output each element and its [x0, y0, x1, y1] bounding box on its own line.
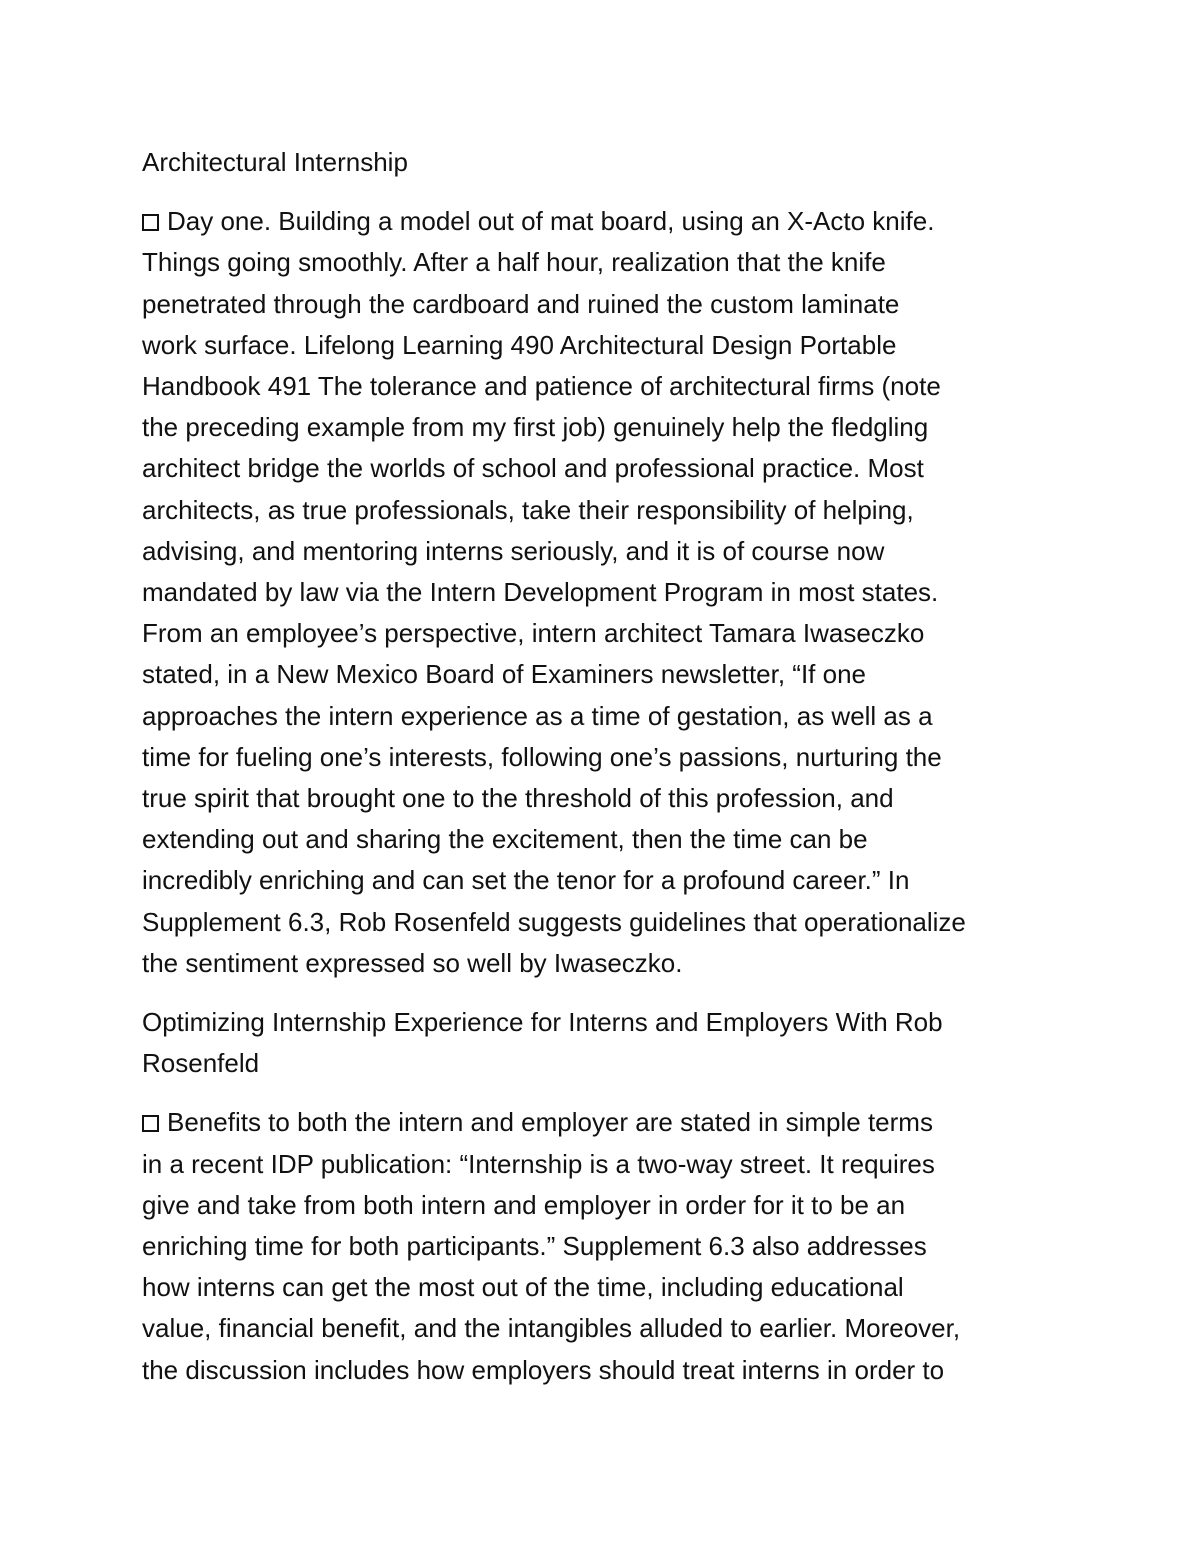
paragraph-line: the discussion includes how employers should treat interns in order to	[142, 1354, 945, 1385]
paragraph-line: true spirit that brought one to the threshold of this profession, and	[142, 783, 894, 814]
paragraph-line: Supplement 6.3, Rob Rosenfeld suggests guidelines that operationalize	[142, 906, 966, 937]
paragraph-line: advising, and mentoring interns seriously, and it is of course now	[142, 535, 885, 566]
document-title: Architectural Internship	[142, 147, 408, 177]
paragraph-line-text: Benefits to both the intern and employer are stated in simple terms	[167, 1107, 933, 1138]
paragraph-line: the preceding example from my first job) genuinely help the fledgling	[142, 412, 929, 443]
subheading-line: Rosenfeld	[142, 1048, 260, 1079]
paragraph-line: stated, in a New Mexico Board of Examiners newsletter, “If one	[142, 659, 867, 690]
paragraph-line: Things going smoothly. After a half hour, realization that the knife	[142, 247, 886, 278]
paragraph-line: in a recent IDP publication: “Internship is a two-way street. It requires	[142, 1148, 935, 1179]
paragraph-line: penetrated through the cardboard and ruined the custom laminate	[142, 288, 900, 319]
paragraph-line: time for fueling one’s interests, following one’s passions, nurturing the	[142, 741, 942, 772]
paragraph-line: how interns can get the most out of the time, including educational	[142, 1272, 904, 1303]
section-subheading	[142, 1002, 1062, 1084]
subheading-line: Optimizing Internship Experience for Interns and Employers With Rob	[142, 1007, 943, 1038]
paragraph-line	[142, 1102, 1062, 1143]
spacer	[142, 183, 1062, 201]
paragraph-line: the sentiment expressed so well by Iwaseczko.	[142, 947, 683, 978]
paragraph-benefits	[142, 1102, 1062, 1390]
paragraph-line: Handbook 491 The tolerance and patience of architectural firms (note	[142, 371, 941, 402]
paragraph-line: value, financial benefit, and the intangibles alluded to earlier. Moreover,	[142, 1313, 961, 1344]
paragraph-line: give and take from both intern and employer in order for it to be an	[142, 1189, 906, 1220]
paragraph-line: extending out and sharing the excitement, then the time can be	[142, 824, 868, 855]
paragraph-line: work surface. Lifelong Learning 490 Architectural Design Portable	[142, 329, 897, 360]
spacer	[142, 984, 1062, 1002]
paragraph-line: mandated by law via the Intern Development Program in most states.	[142, 577, 939, 608]
paragraph-line: incredibly enriching and can set the tenor for a profound career.” In	[142, 865, 910, 896]
paragraph-line: architects, as true professionals, take their responsibility of helping,	[142, 494, 914, 525]
paragraph-line	[142, 201, 1062, 242]
paragraph-line: From an employee’s perspective, intern architect Tamara Iwaseczko	[142, 618, 925, 649]
checkbox-bullet-icon	[142, 1115, 159, 1132]
spacer	[142, 1084, 1062, 1102]
paragraph-line: architect bridge the worlds of school and professional practice. Most	[142, 453, 924, 484]
paragraph-line-text: Day one. Building a model out of mat board, using an X-Acto knife.	[167, 206, 935, 237]
document-body	[142, 142, 1062, 1391]
checkbox-bullet-icon	[142, 214, 159, 231]
document-title-block	[142, 142, 1062, 183]
paragraph-day-one	[142, 201, 1062, 984]
paragraph-line: enriching time for both participants.” Supplement 6.3 also addresses	[142, 1231, 927, 1262]
paragraph-line: approaches the intern experience as a time of gestation, as well as a	[142, 700, 933, 731]
